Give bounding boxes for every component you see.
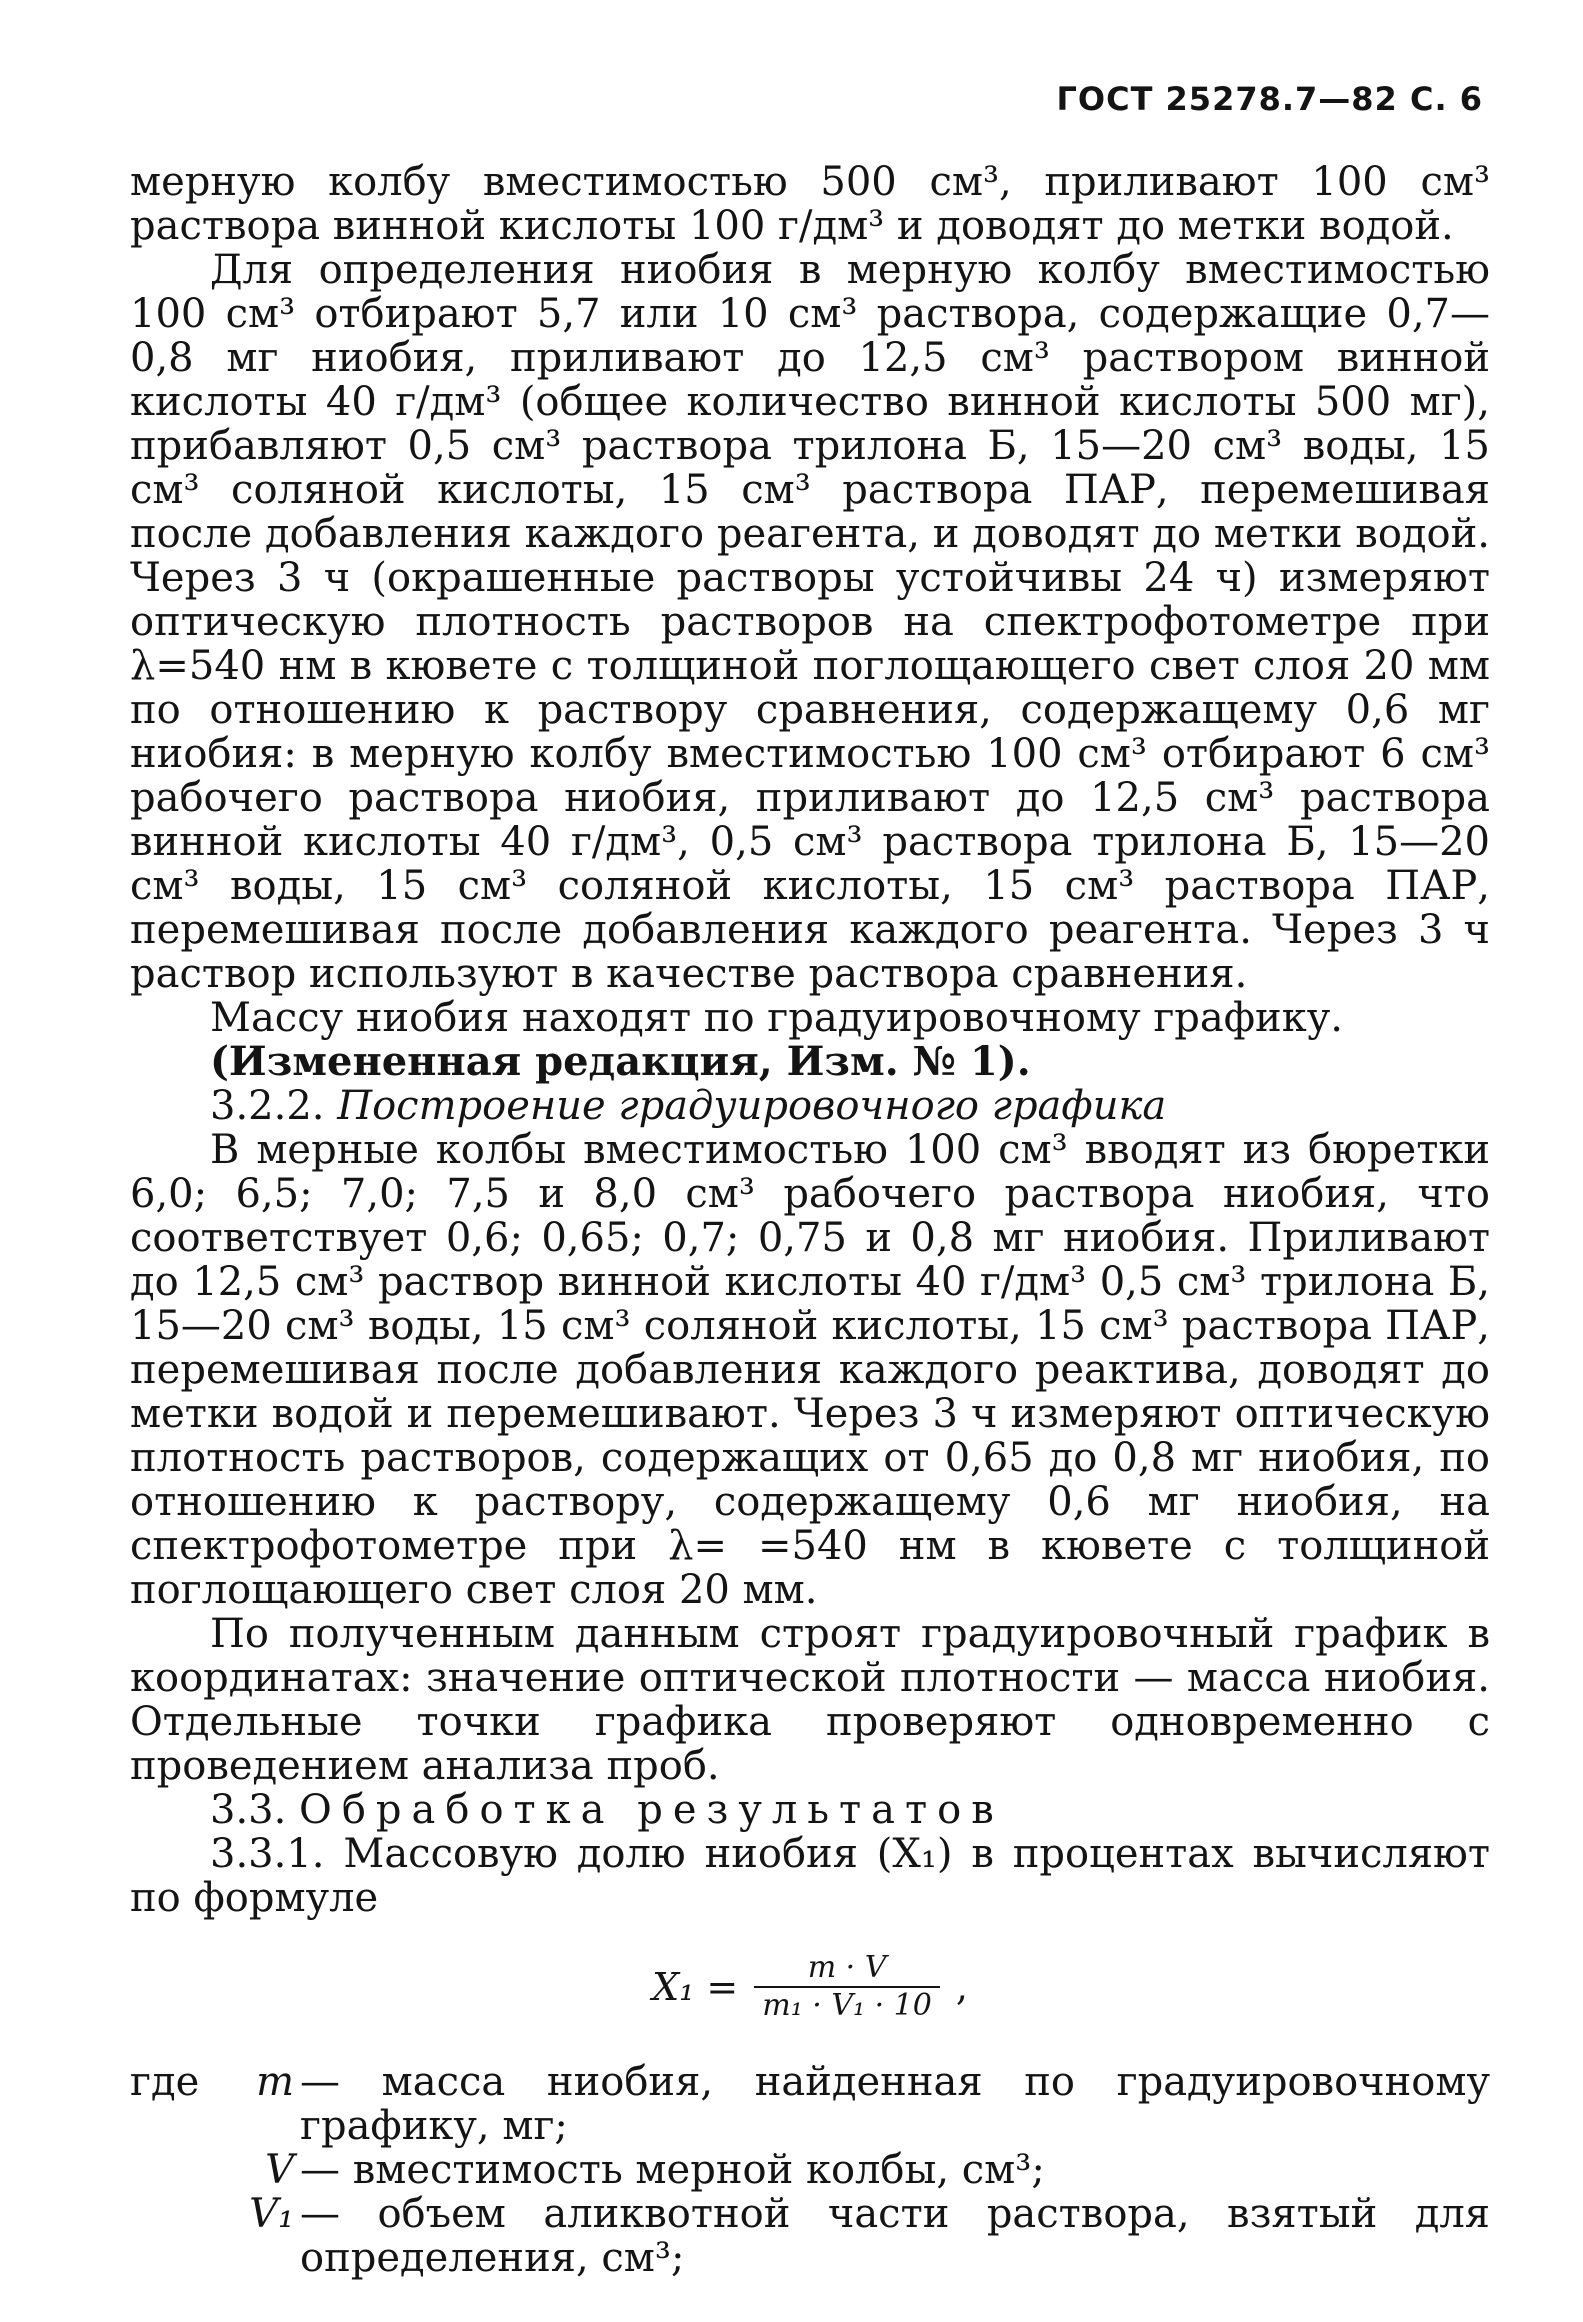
page-header (1056, 80, 1483, 118)
section-3-2-2-title: Построение градуировочного графика (337, 1083, 1167, 1129)
section-3-3-heading (130, 1788, 1490, 1832)
section-3-2-2-heading (130, 1084, 1490, 1128)
formula-comma: , (955, 1965, 968, 2009)
definition-symbol: V (265, 2147, 294, 2193)
section-3-3-number: 3.3. (210, 1787, 287, 1833)
paragraph-calibration-procedure: В мерные колбы вместимостью 100 см³ вводят из бюретки 6,0; 6,5; 7,0; 7,5 и 8,0 см³ рабочего раствора ниобия, что соответствует 0,6; 0,65; 0,7; 0,75 и 0,8 мг ниобия. Приливают до 12,5 см³ раствор винной кислоты 40 г/дм³ 0,5 см³ трилона Б, 15—20 см³ воды, 15 см³ соляной кислоты, 15 см³ раствора ПАР, перемешивая после добавления каждого реактива, доводят до метки водой и перемешивают. Через 3 ч измеряют оптическую плотность растворов, содержащих от 0,65 до 0,8 мг ниобия, по отношению к раствору, содержащему 0,6 мг ниобия, на спектрофотометре при λ= =540 нм в кювете с толщиной поглощающего свет слоя 20 мм. (130, 1127, 1490, 1613)
section-3-3-1-number: 3.3.1. (210, 1831, 325, 1877)
definition-lead: где (130, 2059, 200, 2105)
definition-symbol: m (256, 2059, 294, 2105)
revision-note: (Измененная редакция, Изм. № 1). (210, 1038, 1031, 1085)
paragraph-mass-from-graph: Массу ниобия находят по градуировочному графику. (210, 995, 1343, 1041)
page-number: С. 6 (1409, 80, 1483, 118)
paragraph-continuation: мерную колбу вместимостью 500 см³, приливают 100 см³ раствора винной кислоты 100 г/дм³ и доводят до метки водой. (130, 159, 1490, 249)
definition-text: — объем аликвотной части раствора, взятый для определения, см³; (300, 2191, 1490, 2281)
paragraph-calibration-graph: По полученным данным строят градуировочный график в координатах: значение оптической плотности — масса ниобия. Отдельные точки графика проверяют одновременно с проведением анализа проб. (130, 1611, 1490, 1789)
definition-item (130, 2192, 1490, 2280)
section-3-3-1-paragraph (130, 1832, 1490, 1920)
definition-text: — вместимость мерной колбы, см³; (300, 2147, 1045, 2193)
formula-lhs: X₁ = (652, 1965, 739, 2009)
definition-item (130, 2148, 1490, 2192)
standard-number: ГОСТ 25278.7—82 (1056, 80, 1398, 118)
section-3-3-title: Обработка результатов (299, 1787, 1004, 1833)
paragraph-niobium-determination: Для определения ниобия в мерную колбу вместимостью 100 см³ отбирают 5,7 или 10 см³ раствора, содержащие 0,7—0,8 мг ниобия, приливают до 12,5 см³ раствором винной кислоты 40 г/дм³ (общее количество винной кислоты 500 мг), прибавляют 0,5 см³ раствора трилона Б, 15—20 см³ воды, 15 см³ соляной кислоты, 15 см³ раствора ПАР, перемешивая после добавления каждого реагента, и доводят до метки водой. Через 3 ч (окрашенные растворы устойчивы 24 ч) измеряют оптическую плотность растворов на спектрофотометре при λ=540 нм в кювете с толщиной поглощающего свет слоя 20 мм по отношению к раствору сравнения, содержащему 0,6 мг ниобия: в мерную колбу вместимостью 100 см³ отбирают 6 см³ рабочего раствора ниобия, приливают до 12,5 см³ раствора винной кислоты 40 г/дм³, 0,5 см³ раствора трилона Б, 15—20 см³ воды, 15 см³ соляной кислоты, 15 см³ раствора ПАР, перемешивая после добавления каждого реагента. Через 3 ч раствор используют в качестве раствора сравнения. (130, 247, 1490, 997)
document-body (130, 160, 1490, 2280)
definition-symbol: V₁ (249, 2191, 294, 2237)
definition-item (130, 2060, 1490, 2148)
formula-denominator: m₁ · V₁ · 10 (754, 1986, 940, 2024)
formula-fraction (754, 1950, 940, 2024)
definition-text: — масса ниобия, найденная по градуировочному графику, мг; (300, 2059, 1490, 2149)
formula-numerator: m · V (807, 1950, 887, 1985)
section-3-2-2-number: 3.2.2. (210, 1083, 325, 1129)
definitions-list (130, 2060, 1490, 2280)
section-3-3-1-text: Массовую долю ниобия (X₁) в процентах вычисляют по формуле (130, 1831, 1491, 1921)
formula-x1 (130, 1950, 1490, 2024)
